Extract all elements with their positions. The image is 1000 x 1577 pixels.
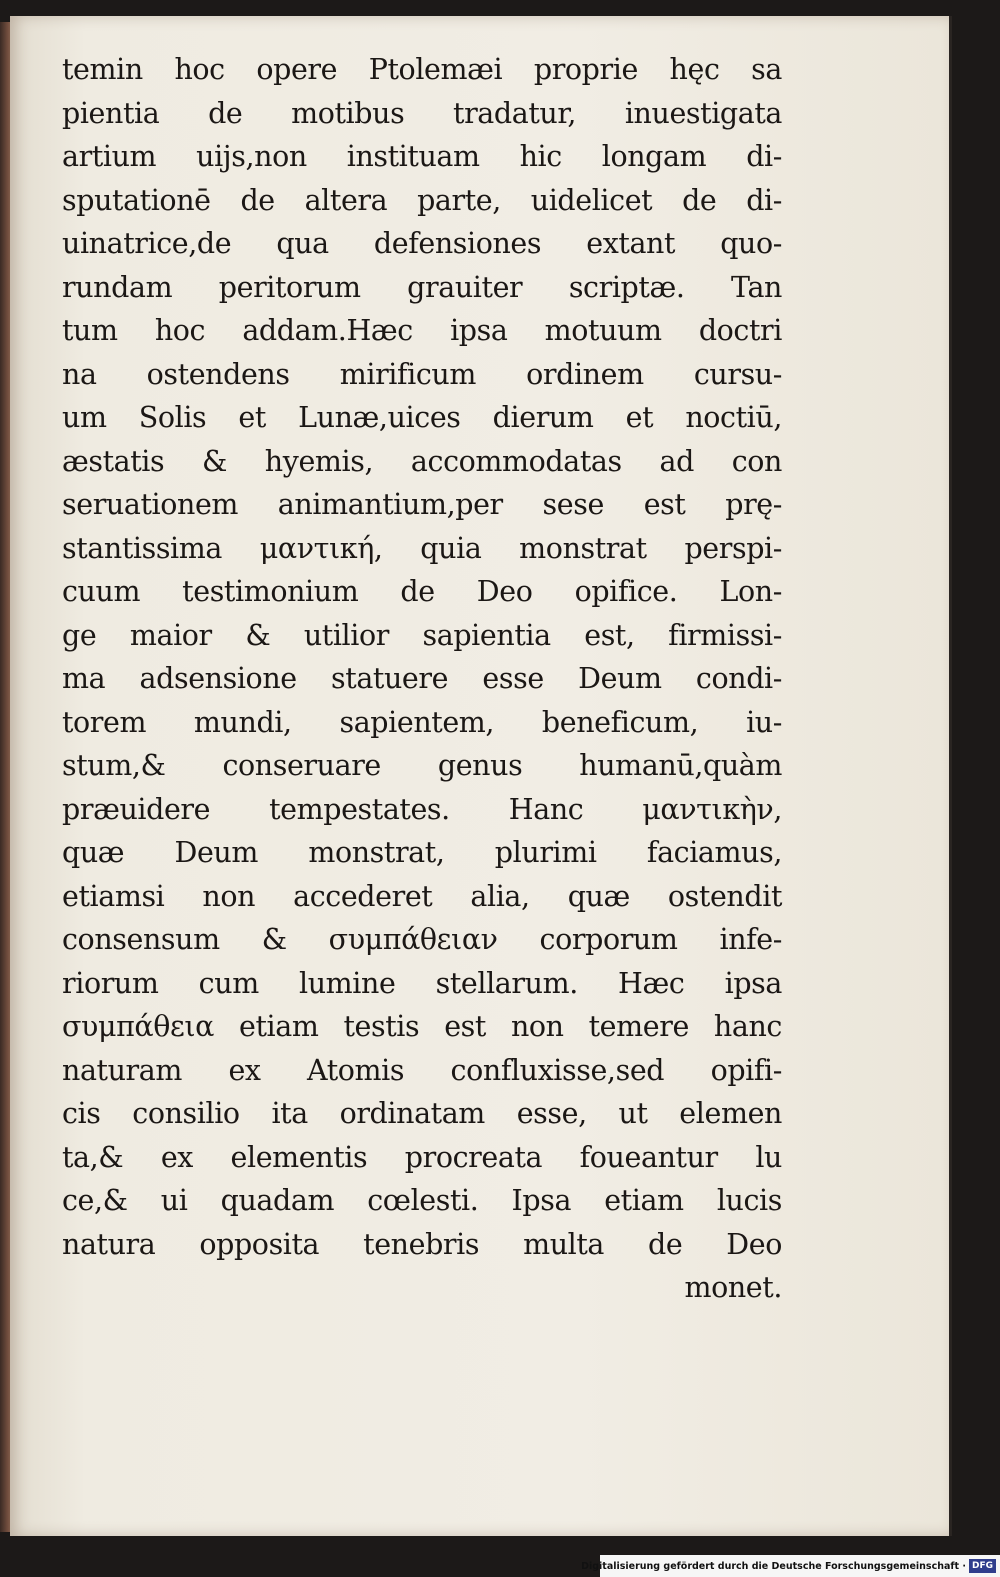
text-line: artium uijs,non instituam hic longam di- (62, 140, 782, 173)
text-line: sputationē de altera parte, uidelicet de di- (62, 183, 782, 217)
text-line: natura opposita tenebris multa de Deo (62, 1227, 782, 1261)
text-line: um Solis et Lunæ,uices dierum et noctiū, (62, 401, 782, 434)
text-line: ta,& ex elementis procreata foueantur lu (62, 1140, 782, 1174)
dfg-logo: DFG (969, 1559, 996, 1573)
digitization-credit (581, 1555, 1000, 1577)
book-page (10, 16, 952, 1536)
text-line: stantissima μαντική, quia monstrat perspi- (62, 531, 782, 565)
text-line: stum,& conseruare genus humanū,quàm (62, 749, 782, 782)
text-line: præuidere tempestates. Hanc μαντικὴν, (62, 792, 782, 826)
text-line: æstatis & hyemis, accommodatas ad con (62, 444, 782, 478)
text-line: monet. (684, 1271, 782, 1304)
text-line: cuum testimonium de Deo opifice. Lon- (62, 575, 782, 608)
text-line: cis consilio ita ordinatam esse, ut elemen (62, 1097, 782, 1130)
text-line: seruationem animantium,per sese est prę- (62, 488, 782, 521)
text-line: quæ Deum monstrat, plurimi faciamus, (62, 836, 782, 869)
text-line: ce,& ui quadam cœlesti. Ipsa etiam lucis (62, 1184, 782, 1217)
text-line: consensum & συμπάθειαν corporum infe- (62, 923, 782, 956)
text-line: etiamsi non accederet alia, quæ ostendit (62, 879, 782, 913)
text-line: pientia de motibus tradatur, inuestigata (62, 96, 782, 130)
text-line: rundam peritorum grauiter scriptæ. Tan (62, 270, 782, 304)
text-line: riorum cum lumine stellarum. Hæc ipsa (62, 966, 782, 1000)
text-line: naturam ex Atomis confluxisse,sed opifi- (62, 1053, 782, 1087)
text-line: uinatrice,de qua defensiones extant quo- (62, 227, 782, 260)
text-line: ge maior & utilior sapientia est, firmissi- (62, 618, 782, 652)
text-line: συμπάθεια etiam testis est non temere hanc (62, 1010, 782, 1043)
text-line: na ostendens mirificum ordinem cursu- (62, 357, 782, 391)
page-text-block (62, 48, 782, 1310)
text-line: torem mundi, sapientem, beneficum, iu- (62, 705, 782, 739)
text-line: temin hoc opere Ptolemæi proprie hęc sa (62, 53, 782, 86)
text-line: ma adsensione statuere esse Deum condi- (62, 662, 782, 695)
funding-notice: Digitalisierung gefördert durch die Deutsche Forschungsgemeinschaft · (581, 1560, 966, 1572)
text-line: tum hoc addam.Hæc ipsa motuum doctri (62, 314, 782, 347)
